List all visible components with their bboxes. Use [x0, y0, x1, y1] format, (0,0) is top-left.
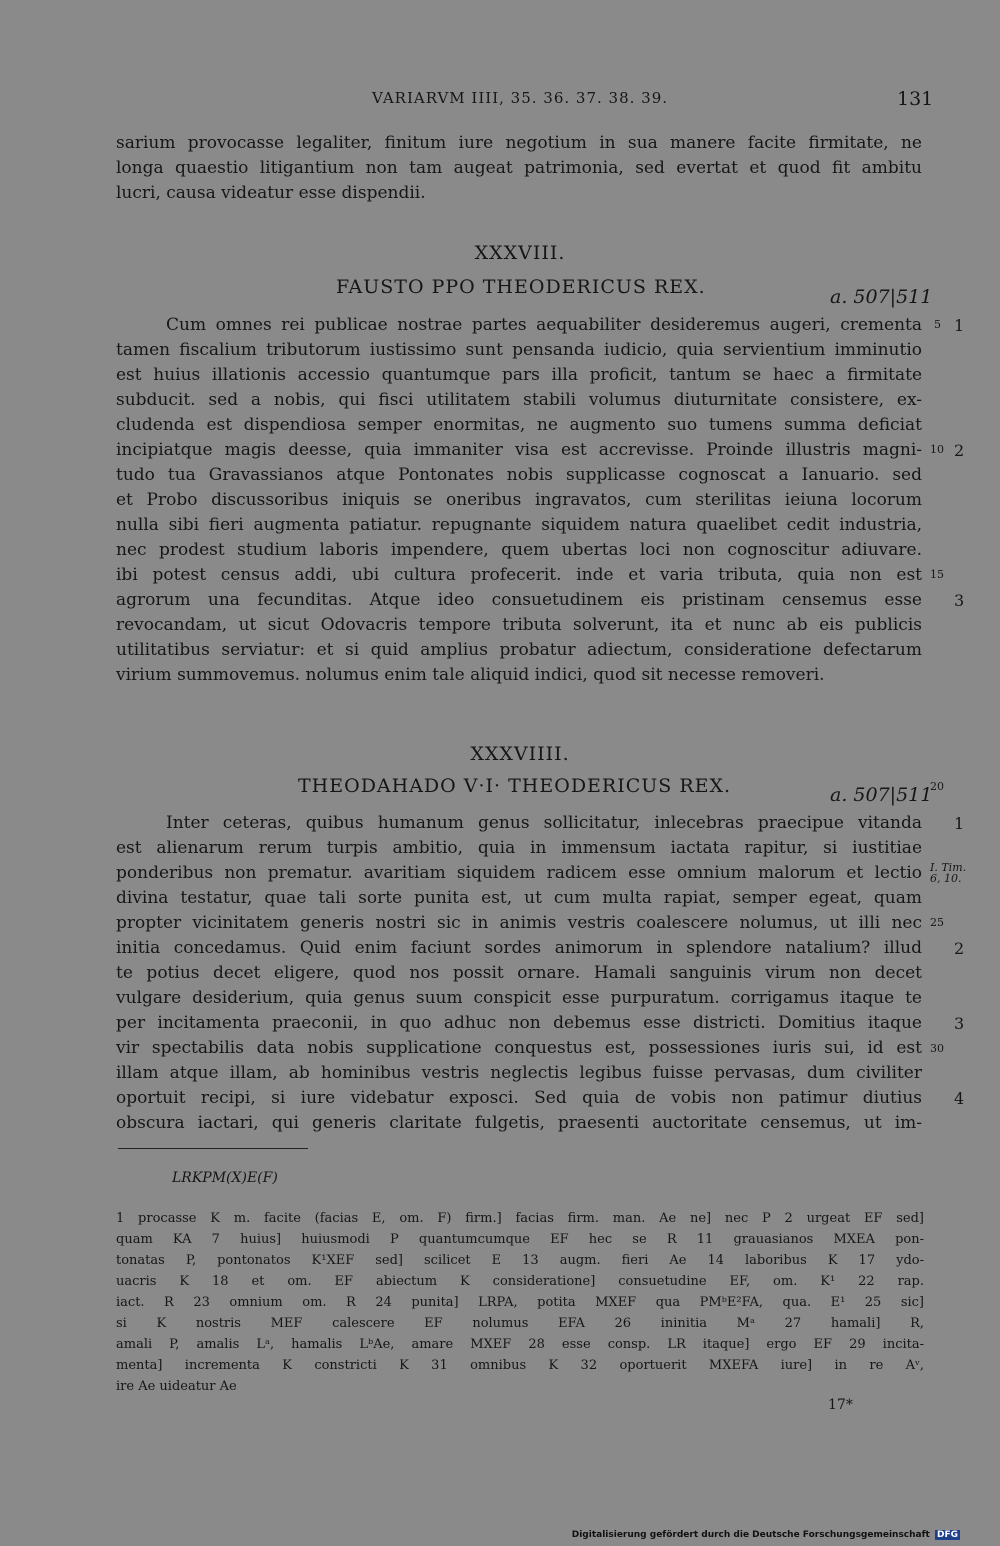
credit-text: Digitalisierung gefördert durch die Deutsche Forschungsgemeinschaft [571, 1530, 930, 1540]
text-line: agrorum una fecunditas. Atque ideo consuetudinem eis pristinam censemus esse [116, 590, 922, 610]
text-line: vir spectabilis data nobis supplicatione conquestus est, possessiones iuris sui, id est [116, 1038, 922, 1058]
footnote-line: menta] incrementa K constricti K 31 omnibus K 32 oportuerit MXEFA iure] in re Aᵛ, [116, 1358, 924, 1373]
line-number: 10 [930, 443, 944, 456]
text-line: tamen fiscalium tributorum iustissimo sunt pensanda iudicio, quia servientium imminutio [116, 340, 922, 360]
line-number: 15 [930, 568, 944, 581]
letter-number: XXXVIII. [474, 242, 566, 264]
text-line: Cum omnes rei publicae nostrae partes aequabiliter desideremus augeri, crementa [166, 315, 922, 335]
text-line: vulgare desiderium, quia genus suum conspicit esse purpuratum. corrigamus itaque te [116, 988, 922, 1008]
text-line: te potius decet eligere, quod nos possit ornare. Hamali sanguinis virum non decet [116, 963, 922, 983]
text-line: incipiatque magis deesse, quia immaniter visa est accrevisse. Proinde illustris magni- [116, 440, 922, 460]
text-line: obscura iactari, qui generis claritate fulgetis, praesenti auctoritate censemus, ut im- [116, 1113, 922, 1133]
text-line: Inter ceteras, quibus humanum genus sollicitatur, inlecebras praecipue vitanda [166, 813, 922, 833]
text-line: per incitamenta praeconii, in quo adhuc non debemus esse districti. Domitius itaque [116, 1013, 922, 1033]
letter-address: THEODAHADO V·I· THEODERICUS REX. [298, 775, 732, 797]
text-line: ponderibus non prematur. avaritiam siquidem radicem esse omnium malorum et lectio [116, 863, 922, 883]
page-number: 131 [897, 88, 934, 110]
letter-number: XXXVIIII. [470, 743, 570, 765]
text-line: initia concedamus. Quid enim faciunt sordes animorum in splendore natalium? illud [116, 938, 922, 958]
text-line: oportuit recipi, si iure videbatur exposci. Sed quia de vobis non patimur diutius [116, 1088, 922, 1108]
line-number: 25 [930, 916, 944, 929]
text-line: est alienarum rerum turpis ambitio, quia in immensum iactata rapitur, si iustitiae [116, 838, 922, 858]
footnote-siglum: LRKPM(X)E(F) [172, 1170, 278, 1186]
text-line: divina testatur, quae tali sorte punita est, ut cum multa rapiat, semper egeat, quam [116, 888, 922, 908]
text-line: tudo tua Gravassianos atque Pontonates nobis supplicasse cognoscat a Ianuario. sed [116, 465, 922, 485]
letter-date: a. 507|511 [830, 286, 933, 308]
text-line: virium summovemus. nolumus enim tale aliquid indici, quod sit necesse removeri. [116, 665, 825, 685]
text-line: propter vicinitatem generis nostri sic in animis vestris coalescere nolumus, ut illi nec [116, 913, 922, 933]
line-number: 20 [930, 780, 944, 793]
text-line: sarium provocasse legaliter, finitum iure negotium in sua manere facite firmitate, ne [116, 133, 922, 153]
text-line: longa quaestio litigantium non tam augeat patrimonia, sed evertat et quod fit ambitu [116, 158, 922, 178]
text-line: illam atque illam, ab hominibus vestris neglectis legibus fuisse pervasas, dum civiliter [116, 1063, 922, 1083]
text-line: nec prodest studium laboris impendere, quem ubertas loci non cognoscitur adiuvare. [116, 540, 922, 560]
dfg-logo: DFG [936, 1530, 958, 1540]
section-number: 3 [954, 591, 965, 610]
footnote-line: uacris K 18 et om. EF abiectum K consideratione] consuetudine EF, om. K¹ 22 rap. [116, 1274, 924, 1289]
text-line: nulla sibi fieri augmenta patiatur. repugnante siquidem natura quaelibet cedit industria, [116, 515, 922, 535]
footnote-line: quam KA 7 huius] huiusmodi P quantumcumque EF hec se R 11 grauasianos MXEA pon- [116, 1232, 924, 1247]
footnote-line: si K nostris MEF calescere EF nolumus EFA 26 ininitia Mᵃ 27 hamali] R, [116, 1316, 924, 1331]
section-number: 1 [954, 814, 965, 833]
section-number: 3 [954, 1014, 965, 1033]
running-header: VARIARVM IIII, 35. 36. 37. 38. 39. [372, 89, 669, 107]
line-number: 5 [934, 318, 941, 331]
footnote-line: tonatas P, pontonatos K¹XEF sed] scilicet E 13 augm. fieri Ae 14 laboribus K 17 ydo- [116, 1253, 924, 1268]
footnote-line: 1 procasse K m. facite (facias E, om. F) firm.] facias firm. man. Ae ne] nec P 2 urgeat EF sed] [116, 1211, 924, 1226]
text-line: cludenda est dispendiosa semper enormitas, ne augmento suo tumens summa deficiat [116, 415, 922, 435]
section-number: 2 [954, 441, 965, 460]
text-line: utilitatibus serviatur: et si quid amplius probatur adiectum, consideratione defectarum [116, 640, 922, 660]
letter-address: FAUSTO PPO THEODERICUS REX. [336, 276, 706, 298]
scripture-reference: I. Tim. 6, 10. [930, 861, 967, 885]
text-line: est huius illationis accessio quantumque pars illa proficit, tantum se haec a firmitate [116, 365, 922, 385]
footnote-line: ire Ae uideatur Ae [116, 1379, 237, 1394]
section-number: 1 [954, 316, 965, 335]
text-line: ibi potest census addi, ubi cultura profecerit. inde et varia tributa, quia non est [116, 565, 922, 585]
letter-date: a. 507|511 [830, 784, 933, 806]
text-line: revocandam, ut sicut Odovacris tempore tributa solverunt, ita et nunc ab eis publicis [116, 615, 922, 635]
text-line: lucri, causa videatur esse dispendii. [116, 183, 426, 203]
footnote-line: iact. R 23 omnium om. R 24 punita] LRPA, potita MXEF qua PMᵇE²FA, qua. E¹ 25 sic] [116, 1295, 924, 1310]
text-line: subducit. sed a nobis, qui fisci utilitatem stabili volumus diuturnitate consistere, ex- [116, 390, 922, 410]
footnote-rule [118, 1148, 308, 1149]
folio-signature: 17* [828, 1397, 853, 1413]
text-line: et Probo discussoribus iniquis se oneribus ingravatos, cum sterilitas ieiuna locorum [116, 490, 922, 510]
digitization-credit [572, 1530, 960, 1540]
section-number: 4 [954, 1089, 965, 1108]
line-number: 30 [930, 1042, 944, 1055]
footnote-line: amali P, amalis Lᵃ, hamalis LᵇAe, amare MXEF 28 esse consp. LR itaque] ergo EF 29 incita- [116, 1337, 924, 1352]
section-number: 2 [954, 939, 965, 958]
